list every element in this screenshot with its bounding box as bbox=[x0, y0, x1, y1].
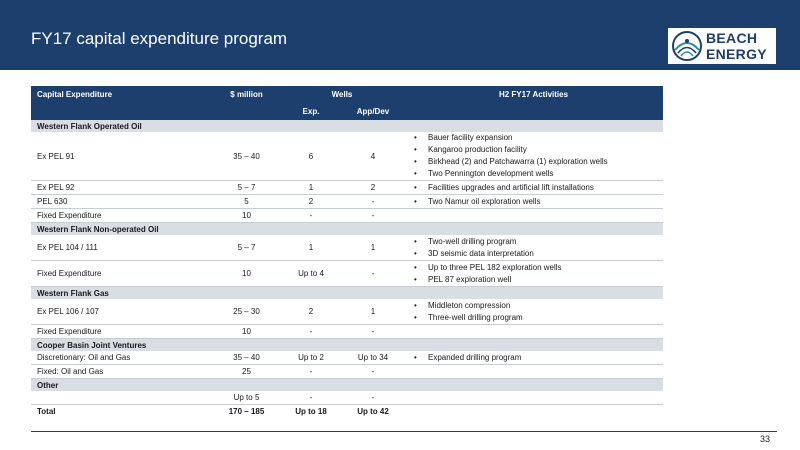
row-label: PEL 630 bbox=[31, 195, 213, 209]
section-row bbox=[31, 223, 663, 236]
page-number: 33 bbox=[760, 434, 771, 444]
bullet-icon: • bbox=[414, 352, 417, 362]
app-dev-wells-cell: Up to 42 bbox=[357, 407, 389, 416]
app-dev-wells-cell: 4 bbox=[342, 132, 404, 181]
table-row bbox=[31, 299, 663, 325]
table-row bbox=[31, 365, 663, 379]
total-row bbox=[31, 405, 663, 419]
app-dev-wells-cell: - bbox=[342, 391, 404, 405]
activities-list bbox=[410, 196, 657, 208]
table-row bbox=[31, 132, 663, 181]
activity-item bbox=[410, 168, 657, 180]
activity-item bbox=[410, 132, 657, 144]
section-row bbox=[31, 339, 663, 352]
bullet-icon: • bbox=[414, 145, 417, 154]
activities-cell bbox=[404, 365, 663, 379]
section-label: Western Flank Operated Oil bbox=[31, 120, 663, 132]
bullet-icon: • bbox=[414, 157, 417, 166]
exp-wells-cell: 1 bbox=[280, 181, 342, 195]
activities-list bbox=[410, 300, 657, 324]
activity-text: Two Namur oil exploration wells bbox=[428, 196, 541, 206]
activity-text: Bauer facility expansion bbox=[428, 133, 513, 142]
app-dev-wells-cell: - bbox=[342, 195, 404, 209]
header-exp: Exp. bbox=[280, 103, 342, 120]
activity-text: Kangaroo production facility bbox=[428, 145, 527, 154]
beach-energy-logo bbox=[668, 28, 776, 64]
activity-text: Up to three PEL 182 exploration wells bbox=[428, 262, 562, 272]
table-row bbox=[31, 325, 663, 339]
header-app-dev: App/Dev bbox=[342, 103, 404, 120]
activity-item bbox=[410, 236, 657, 248]
million-cell: 25 bbox=[213, 365, 280, 379]
activity-text: Two-well drilling program bbox=[428, 236, 517, 246]
activities-cell bbox=[404, 405, 663, 419]
activity-item bbox=[410, 352, 657, 364]
table-subheader-row bbox=[31, 103, 663, 120]
row-label: Fixed Expenditure bbox=[31, 325, 213, 339]
app-dev-wells-cell: - bbox=[342, 209, 404, 223]
app-dev-wells-cell: 1 bbox=[342, 235, 404, 261]
app-dev-wells-cell: - bbox=[342, 261, 404, 287]
activities-cell bbox=[404, 195, 663, 209]
exp-wells-cell: - bbox=[280, 209, 342, 223]
activity-item bbox=[410, 274, 657, 286]
row-label: Fixed: Oil and Gas bbox=[31, 365, 213, 379]
activity-text: Birkhead (2) and Patchawarra (1) exploration wells bbox=[428, 157, 608, 166]
table-row bbox=[31, 181, 663, 195]
app-dev-wells-cell: - bbox=[342, 325, 404, 339]
exp-wells-cell: Up to 4 bbox=[280, 261, 342, 287]
activities-list bbox=[410, 182, 657, 194]
bullet-icon: • bbox=[414, 169, 417, 178]
exp-wells-cell: 1 bbox=[280, 235, 342, 261]
million-cell: 35 – 40 bbox=[213, 132, 280, 181]
logo-word-energy: ENERGY bbox=[706, 46, 767, 62]
footer-divider bbox=[31, 431, 777, 432]
header-blank bbox=[404, 103, 663, 120]
exp-wells-cell: - bbox=[280, 365, 342, 379]
exp-wells-cell: Up to 2 bbox=[280, 351, 342, 365]
activities-cell bbox=[404, 351, 663, 365]
bullet-icon: • bbox=[414, 312, 417, 322]
million-cell: 170 – 185 bbox=[228, 407, 265, 416]
header-bar bbox=[0, 0, 800, 70]
activities-list bbox=[410, 132, 657, 180]
table-row bbox=[31, 235, 663, 261]
exp-wells-cell: Up to 18 bbox=[295, 407, 327, 416]
activity-text: Two Pennington development wells bbox=[428, 169, 554, 178]
row-label: Fixed Expenditure bbox=[31, 209, 213, 223]
exp-wells-cell: 2 bbox=[280, 299, 342, 325]
exp-wells-cell: 2 bbox=[280, 195, 342, 209]
activity-text: PEL 87 exploration well bbox=[428, 274, 512, 284]
table-row bbox=[31, 195, 663, 209]
activities-cell bbox=[404, 299, 663, 325]
activities-list bbox=[410, 262, 657, 286]
million-cell: 35 – 40 bbox=[213, 351, 280, 365]
table-row bbox=[31, 209, 663, 223]
bullet-icon: • bbox=[414, 182, 417, 192]
activity-text: Facilities upgrades and artificial lift installations bbox=[428, 182, 594, 192]
activity-item bbox=[410, 182, 657, 194]
exp-wells-cell: - bbox=[280, 391, 342, 405]
section-row bbox=[31, 379, 663, 392]
bullet-icon: • bbox=[414, 300, 417, 310]
million-cell: Up to 5 bbox=[213, 391, 280, 405]
activity-text: Middleton compression bbox=[428, 300, 511, 310]
capex-table bbox=[31, 86, 663, 418]
page-title: FY17 capital expenditure program bbox=[31, 29, 288, 48]
row-label bbox=[31, 391, 213, 405]
row-label: Ex PEL 106 / 107 bbox=[31, 299, 213, 325]
activities-cell bbox=[404, 132, 663, 181]
activity-item bbox=[410, 156, 657, 168]
header-million: $ million bbox=[213, 86, 280, 103]
section-row bbox=[31, 287, 663, 300]
bullet-icon: • bbox=[414, 248, 417, 258]
row-label: Ex PEL 91 bbox=[31, 132, 213, 181]
app-dev-wells-cell: 1 bbox=[342, 299, 404, 325]
section-label: Western Flank Gas bbox=[31, 287, 663, 300]
section-label: Other bbox=[31, 379, 663, 392]
logo-word-beach: BEACH bbox=[706, 30, 758, 46]
exp-wells-cell: 6 bbox=[280, 132, 342, 181]
bullet-icon: • bbox=[414, 262, 417, 272]
table-row bbox=[31, 261, 663, 287]
million-cell: 10 bbox=[213, 325, 280, 339]
header-activities: H2 FY17 Activities bbox=[404, 86, 663, 103]
activity-item bbox=[410, 262, 657, 274]
table-row bbox=[31, 391, 663, 405]
table-header-row bbox=[31, 86, 663, 103]
million-cell: 25 – 30 bbox=[213, 299, 280, 325]
activity-item bbox=[410, 196, 657, 208]
million-cell: 5 – 7 bbox=[213, 181, 280, 195]
activities-cell bbox=[404, 235, 663, 261]
activities-cell bbox=[404, 391, 663, 405]
million-cell: 5 – 7 bbox=[213, 235, 280, 261]
app-dev-wells-cell: - bbox=[342, 365, 404, 379]
section-row bbox=[31, 120, 663, 132]
activities-list bbox=[410, 352, 657, 364]
activity-item bbox=[410, 312, 657, 324]
activity-item bbox=[410, 144, 657, 156]
activity-text: Expanded drilling program bbox=[428, 352, 522, 362]
row-label: Discretionary: Oil and Gas bbox=[31, 351, 213, 365]
exp-wells-cell: - bbox=[280, 325, 342, 339]
activities-cell bbox=[404, 261, 663, 287]
million-cell: 10 bbox=[213, 209, 280, 223]
activity-item bbox=[410, 248, 657, 260]
bullet-icon: • bbox=[414, 236, 417, 246]
million-cell: 10 bbox=[213, 261, 280, 287]
app-dev-wells-cell: Up to 34 bbox=[342, 351, 404, 365]
activity-text: 3D seismic data interpretation bbox=[428, 248, 534, 258]
row-label: Ex PEL 104 / 111 bbox=[31, 235, 213, 261]
header-blank bbox=[31, 103, 213, 120]
header-capital-expenditure: Capital Expenditure bbox=[31, 86, 213, 103]
app-dev-wells-cell: 2 bbox=[342, 181, 404, 195]
activities-cell bbox=[404, 181, 663, 195]
row-label: Ex PEL 92 bbox=[31, 181, 213, 195]
section-label: Cooper Basin Joint Ventures bbox=[31, 339, 663, 352]
activities-cell bbox=[404, 325, 663, 339]
row-label: Fixed Expenditure bbox=[31, 261, 213, 287]
shell-emblem-icon bbox=[670, 30, 704, 62]
row-label: Total bbox=[37, 407, 56, 416]
header-wells: Wells bbox=[280, 86, 404, 103]
bullet-icon: • bbox=[414, 133, 417, 142]
activities-list bbox=[410, 236, 657, 260]
activity-item bbox=[410, 300, 657, 312]
bullet-icon: • bbox=[414, 274, 417, 284]
bullet-icon: • bbox=[414, 196, 417, 206]
table-row bbox=[31, 351, 663, 365]
million-cell: 5 bbox=[213, 195, 280, 209]
header-blank bbox=[213, 103, 280, 120]
section-label: Western Flank Non-operated Oil bbox=[31, 223, 663, 236]
activity-text: Three-well drilling program bbox=[428, 312, 523, 322]
activities-cell bbox=[404, 209, 663, 223]
